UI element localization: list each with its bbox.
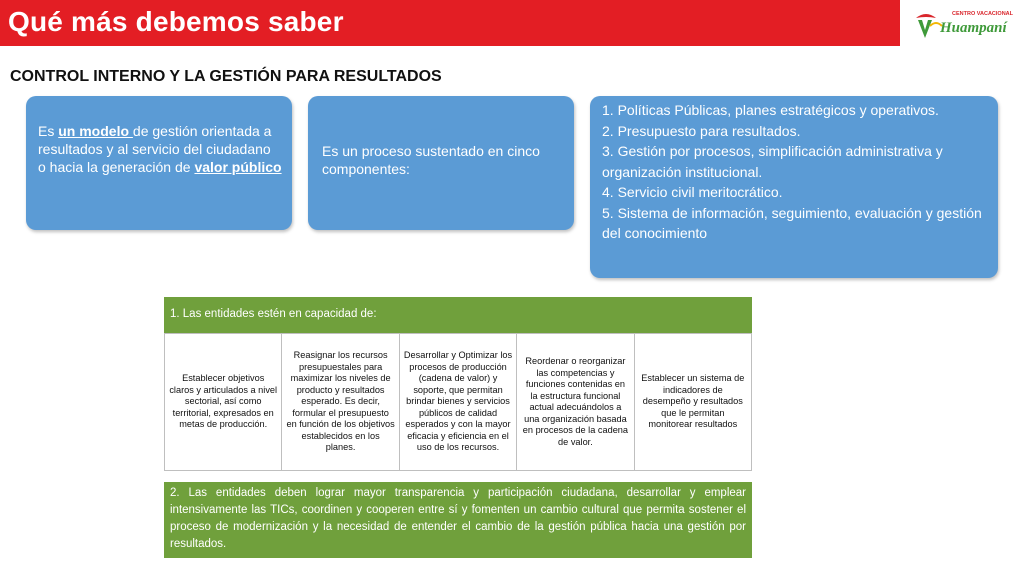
definition-text-2: de gestión orientada a resultados y al servicio del ciudadano o hacia la generación de (38, 123, 272, 175)
components-box (590, 96, 998, 278)
component-item: 5. Sistema de información, seguimiento, evaluación y gestión del conocimiento (602, 204, 982, 241)
process-text: Es un proceso sustentado en cinco componentes: (322, 143, 540, 177)
definition-text-1: Es (38, 123, 59, 139)
capacity-cell: Establecer objetivos claros y articulados a nivel sectorial, así como territorial, expresados en metas de producción. (165, 334, 282, 470)
component-item: 3. Gestión por procesos, simplificación administrativa y organización institucional. (602, 143, 943, 180)
capacity-cell: Reasignar los recursos presupuestales para maximizar los niveles de producto y resultados esperado. Es decir, formular el presupuesto en función de los objetivos establecidos en los planes. (282, 334, 399, 470)
section-subtitle: CONTROL INTERNO Y LA GESTIÓN PARA RESULTADOS (10, 68, 442, 85)
logo-graphic (912, 6, 1020, 42)
component-item: 2. Presupuesto para resultados. (602, 122, 801, 139)
capacity-cell: Desarrollar y Optimizar los procesos de producción (cadena de valor) y soporte, que permitan brindar bienes y servicios públicos de calidad esperados y con la mayor eficacia y eficiencia en el uso de los recursos. (400, 334, 517, 470)
capacity-cell: Reordenar o reorganizar las competencias y funciones contenidas en la estructura funcional actual adecuándolos a una organización basada en procesos de la cadena de valor. (517, 334, 634, 470)
definition-box (26, 96, 292, 230)
component-item: 4. Servicio civil meritocrático. (602, 184, 783, 200)
capacity-cell: Establecer un sistema de indicadores de desempeño y resultados que le permitan monitorear resultados (641, 373, 745, 430)
capacity-table-row (164, 333, 752, 471)
huampani-logo (912, 6, 1020, 42)
logo-text-main: Huampaní (940, 20, 1007, 36)
valor-publico-link: valor público (194, 159, 282, 175)
component-item: 1. Políticas Públicas, planes estratégicos y operativos. (602, 102, 939, 118)
title-bar (0, 0, 900, 46)
capacity-table-header: 1. Las entidades estén en capacidad de: (164, 297, 752, 333)
logo-text-top: CENTRO VACACIONAL (952, 11, 1014, 17)
page-title: Qué más debemos saber (8, 6, 344, 37)
un-modelo-link: un modelo (58, 123, 133, 139)
transparency-footer: 2. Las entidades deben lograr mayor transparencia y participación ciudadana, desarrollar y emplear intensivamente las TICs, coordinen y cooperen entre sí y fomenten un cambio cultural que permita sostener el proceso de modernización y la necesidad de entender el cambio de la gestión pública hacia una gestión por resultados. (164, 482, 752, 558)
process-box (308, 96, 574, 230)
